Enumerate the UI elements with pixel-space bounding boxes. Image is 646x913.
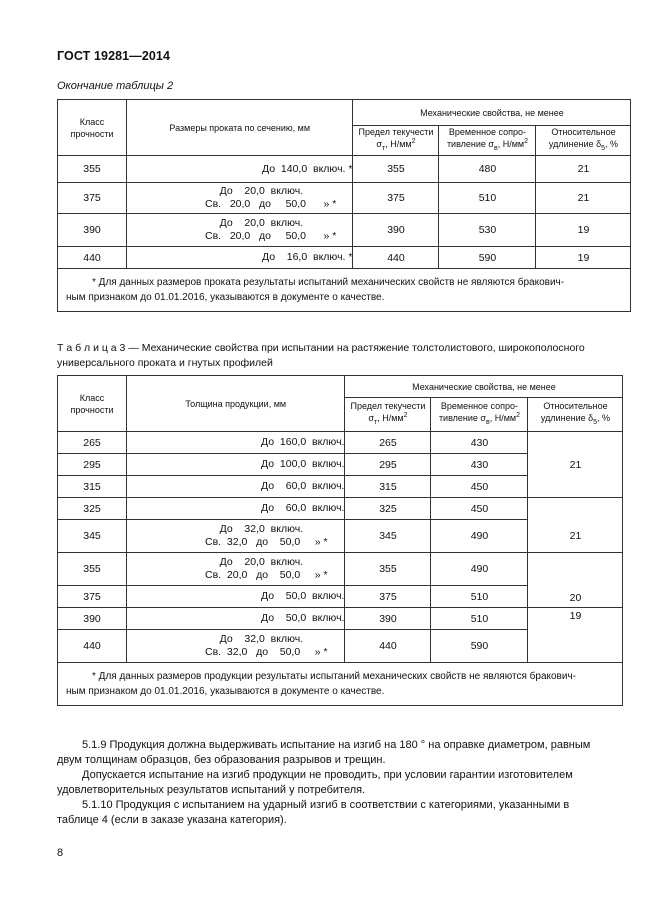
head-elong: Относительное удлинение $\delta_5$, %: [528, 398, 623, 432]
cell-sizes: До 32,0 включ. Св. 32,0 до 50,0 » *: [127, 520, 345, 553]
table-row: [58, 247, 631, 269]
cell-sizes: До 20,0 включ. Св. 20,0 до 50,0 » *: [127, 553, 345, 586]
cell-sizes: До 140,0 включ. *: [127, 156, 353, 183]
paragraph-5-1-10: 5.1.10 Продукция с испытанием на ударный изгиб в соответствии с категориями, указанными в таблице 4 (если в заказе указана категория).: [57, 799, 570, 826]
head-thickness: Толщина продукции, мм: [127, 376, 345, 432]
cell-tensile: 510: [431, 586, 528, 608]
cell-yield: 375: [345, 586, 431, 608]
cell-yield: 315: [345, 476, 431, 498]
head-klass: Класс прочности: [58, 376, 127, 432]
cell-elong: 21: [536, 183, 631, 214]
head-tensile: Временное сопро- тивление $\sigma_в$, $Н/мм^2$: [431, 398, 528, 432]
cell-sizes: До 16,0 включ. *: [127, 247, 353, 269]
cell-elong: 19: [536, 247, 631, 269]
cell-tensile: 430: [431, 454, 528, 476]
cell-klass: 375: [58, 586, 127, 608]
head-mech: Механические свойства, не менее: [353, 100, 631, 126]
table-row: [58, 553, 623, 586]
head-elong: Относительное удлинение $\delta_5$, %: [536, 126, 631, 156]
cell-elong: 19: [528, 608, 623, 663]
cell-sizes: До 60,0 включ.: [127, 498, 345, 520]
cell-tensile: 490: [431, 553, 528, 586]
cell-klass: 440: [58, 247, 127, 269]
table-row: [58, 498, 623, 520]
cell-elong: 20: [528, 553, 623, 608]
cell-tensile: 510: [431, 608, 528, 630]
table-row: [58, 183, 631, 214]
head-sizes: Размеры проката по сечению, мм: [127, 100, 353, 156]
cell-klass: 440: [58, 630, 127, 663]
cell-tensile: 450: [431, 498, 528, 520]
cell-sizes: До 32,0 включ. Св. 32,0 до 50,0 » *: [127, 630, 345, 663]
cell-sizes: До 60,0 включ.: [127, 476, 345, 498]
cell-tensile: 450: [431, 476, 528, 498]
body-text: [57, 738, 593, 828]
table-3: [57, 375, 623, 706]
cell-tensile: 530: [439, 214, 536, 247]
cell-yield: 265: [345, 432, 431, 454]
cell-elong: 19: [536, 214, 631, 247]
cell-elong: 21: [528, 520, 623, 553]
head-tensile: Временное сопро- тивление $\sigma_в$, $Н/мм^2$: [439, 126, 536, 156]
paragraph-5-1-9-note: Допускается испытание на изгиб продукции не проводить, при условии гарантии изготовителем удовлетворительных результатов испытаний у потребителя.: [57, 769, 573, 796]
cell-klass: 375: [58, 183, 127, 214]
table-row: [58, 214, 631, 247]
cell-yield: 345: [345, 520, 431, 553]
table3-footnote: * Для данных размеров продукции результаты испытаний механических свойств не являются бракович- ным признаком до 01.01.2016, указываются в документе о качестве.: [58, 663, 623, 706]
cell-yield: 440: [353, 247, 439, 269]
cell-sizes: До 50,0 включ.: [127, 586, 345, 608]
cell-sizes: До 100,0 включ.: [127, 454, 345, 476]
paragraph-5-1-9: 5.1.9 Продукция должна выдерживать испытание на изгиб на 180 ° на оправке диаметром, равным двум толщинам образцов, без образования разрывов и трещин.: [57, 739, 591, 766]
cell-elong: 21: [528, 432, 623, 498]
cell-yield: 355: [345, 553, 431, 586]
cell-tensile: 590: [431, 630, 528, 663]
cell-klass: 390: [58, 608, 127, 630]
cell-yield: 355: [353, 156, 439, 183]
table-row: [58, 432, 623, 454]
table-row: [58, 520, 623, 553]
cell-yield: 375: [353, 183, 439, 214]
cell-klass: 325: [58, 498, 127, 520]
cell-klass: 315: [58, 476, 127, 498]
table2-caption: Окончание таблицы 2: [57, 80, 174, 92]
table-row: [58, 608, 623, 630]
page-number: 8: [57, 847, 64, 859]
table-2: [57, 99, 631, 312]
cell-sizes: До 20,0 включ. Св. 20,0 до 50,0 » *: [127, 214, 353, 247]
cell-klass: 355: [58, 156, 127, 183]
cell-klass: 355: [58, 553, 127, 586]
table-row: [58, 156, 631, 183]
cell-yield: 325: [345, 498, 431, 520]
cell-yield: 440: [345, 630, 431, 663]
cell-tensile: 480: [439, 156, 536, 183]
cell-yield: 390: [353, 214, 439, 247]
cell-tensile: 510: [439, 183, 536, 214]
cell-elong: 21: [536, 156, 631, 183]
cell-elong-empty: [528, 498, 623, 520]
cell-klass: 345: [58, 520, 127, 553]
document-header: ГОСТ 19281—2014: [57, 49, 171, 63]
head-mech: Механические свойства, не менее: [345, 376, 623, 398]
cell-yield: 295: [345, 454, 431, 476]
head-yield: Предел текучести $\sigma_т$, $Н/мм^2$: [353, 126, 439, 156]
head-klass: Класс прочности: [58, 100, 127, 156]
cell-sizes: До 20,0 включ. Св. 20,0 до 50,0 » *: [127, 183, 353, 214]
cell-klass: 390: [58, 214, 127, 247]
table3-title: Т а б л и ц а 3 — Механические свойства при испытании на растяжение толстолистового, широкополосного универсального проката и гнутых профилей: [57, 342, 585, 369]
cell-klass: 265: [58, 432, 127, 454]
cell-sizes: До 50,0 включ.: [127, 608, 345, 630]
cell-sizes: До 160,0 включ.: [127, 432, 345, 454]
cell-tensile: 590: [439, 247, 536, 269]
table2-footnote: * Для данных размеров проката результаты испытаний механических свойств не являются бракович- ным признаком до 01.01.2016, указываются в документе о качестве.: [58, 269, 631, 312]
head-yield: Предел текучести $\sigma_т$, $Н/мм^2$: [345, 398, 431, 432]
cell-tensile: 430: [431, 432, 528, 454]
cell-tensile: 490: [431, 520, 528, 553]
cell-klass: 295: [58, 454, 127, 476]
cell-yield: 390: [345, 608, 431, 630]
